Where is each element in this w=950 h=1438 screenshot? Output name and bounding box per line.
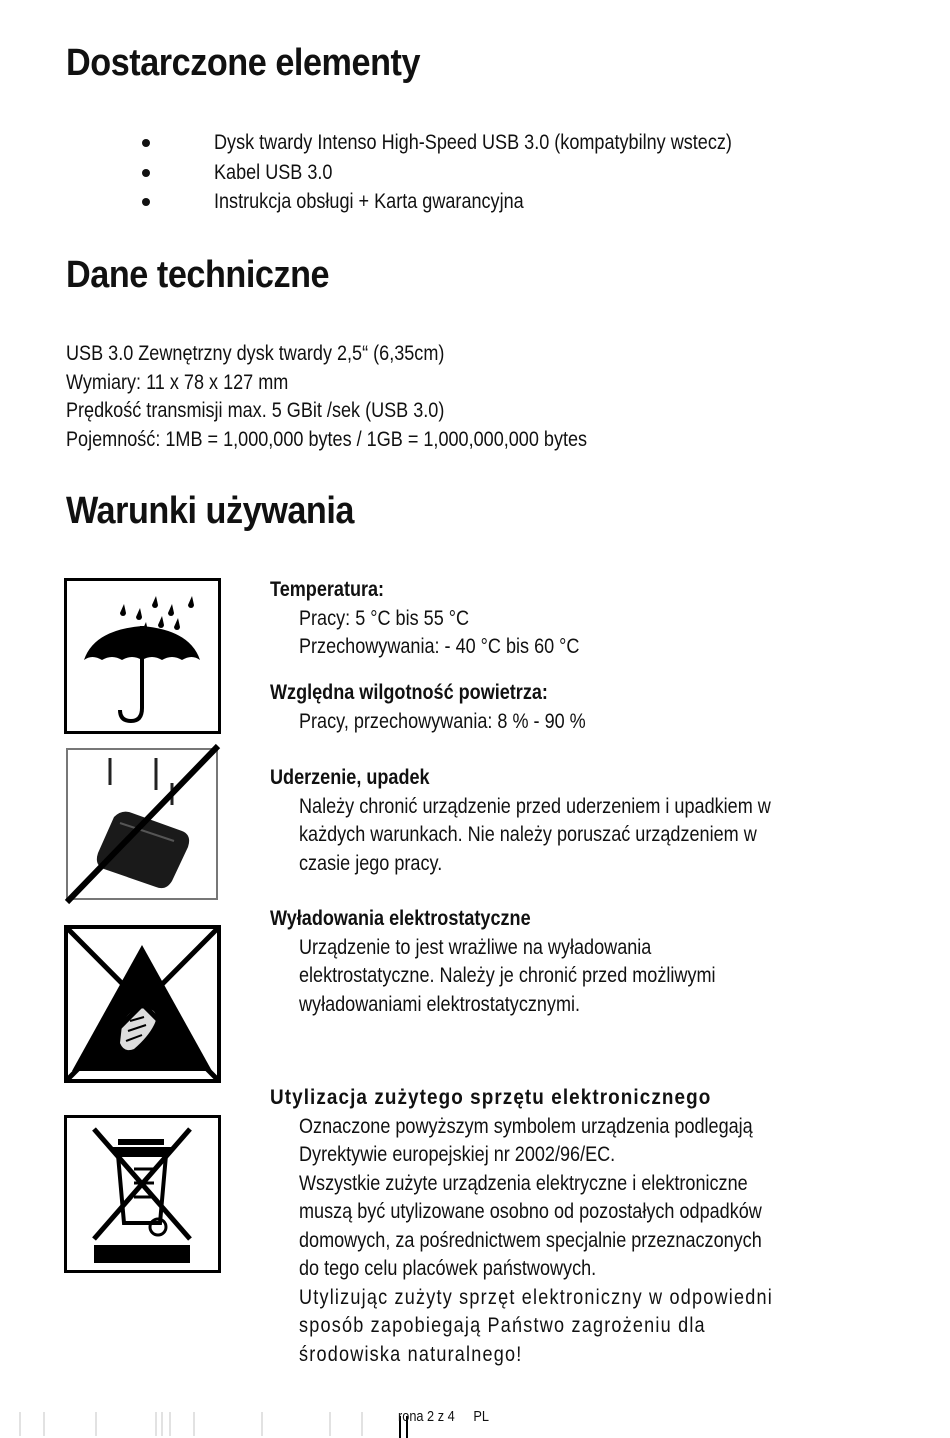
section-title: Uderzenie, upadek [270,766,430,789]
list-item-label: Kabel USB 3.0 [214,160,333,184]
esd-warning-icon [64,925,221,1083]
section-line: Utylizując zużyty sprzęt elektroniczny w odpowiedni [299,1285,773,1309]
spec-line: Prędkość transmisji max. 5 GBit /sek (USB 3.0) [66,399,445,422]
section-line: Pracy: 5 °C bis 55 °C [299,606,470,630]
list-item-label: Dysk twardy Intenso High-Speed USB 3.0 (kompatybilny wstecz) [214,131,732,154]
section-title: Względna wilgotność powietrza: [270,681,548,704]
section-title: Wyładowania elektrostatyczne [270,907,531,930]
section-line: Wszystkie zużyte urządzenia elektryczne i elektroniczne [299,1171,748,1195]
weee-bin-icon [64,1115,221,1273]
section-line: Dyrektywie europejskiej nr 2002/96/EC. [299,1143,616,1166]
section-line: Oznaczone powyższym symbolem urządzenia podlegają [299,1114,753,1138]
spec-line: USB 3.0 Zewnętrzny dysk twardy 2,5“ (6,35cm) [66,342,445,365]
section-line: elektrostatyczne. Należy je chronić przed możliwymi [299,964,716,987]
bullet-icon [142,169,150,177]
section-line: wyładowaniami elektrostatycznymi. [299,992,581,1016]
section-line: domowych, za pośrednictwem specjalnie przeznaczonych [299,1228,762,1252]
tech-specs [66,340,672,454]
section-line: Przechowywania: - 40 °C bis 60 °C [299,635,580,658]
language-code: PL [473,1408,490,1425]
temperature-section [270,576,625,662]
tech-heading: Dane techniczne [66,254,330,296]
page-footer [398,1408,489,1425]
section-line: Pracy, przechowywania: 8 % - 90 % [299,709,586,733]
section-line: środowiska naturalnego! [299,1342,523,1366]
section-line: Należy chronić urządzenie przed uderzeniem i upadkiem w [299,794,771,818]
impact-section [270,764,848,878]
section-title: Temperatura: [270,578,385,601]
section-line: muszą być utylizowane osobno od pozostałych odpadków [299,1200,762,1223]
spec-line: Wymiary: 11 x 78 x 127 mm [66,370,289,394]
page-number: rona 2 z 4 [398,1408,455,1425]
humidity-section [270,679,632,736]
no-drop-icon [64,743,221,905]
bullet-icon [142,139,150,147]
umbrella-rain-icon [64,578,221,734]
list-item-label: Instrukcja obsługi + Karta gwarancyjna [214,190,524,213]
conditions-heading: Warunki używania [66,490,354,532]
section-line: sposób zapobiegają Państwo zagrożeniu dla [299,1314,706,1337]
section-line: do tego celu placówek państwowych. [299,1257,597,1280]
disposal-section [270,1084,850,1369]
esd-section [270,905,783,1019]
section-line: każdych warunkach. Nie należy poruszać urządzeniem w [299,823,757,846]
section-title: Utylizacja zużytego sprzętu elektronicznego [270,1086,712,1109]
supplied-heading: Dostarczone elementy [66,42,421,84]
section-line: Urządzenie to jest wrażliwe na wyładowania [299,935,652,959]
section-line: czasie jego pracy. [299,851,443,875]
spec-line: Pojemność: 1MB = 1,000,000 bytes / 1GB = 1,000,000,000 bytes [66,427,588,451]
bullet-icon [142,198,150,206]
